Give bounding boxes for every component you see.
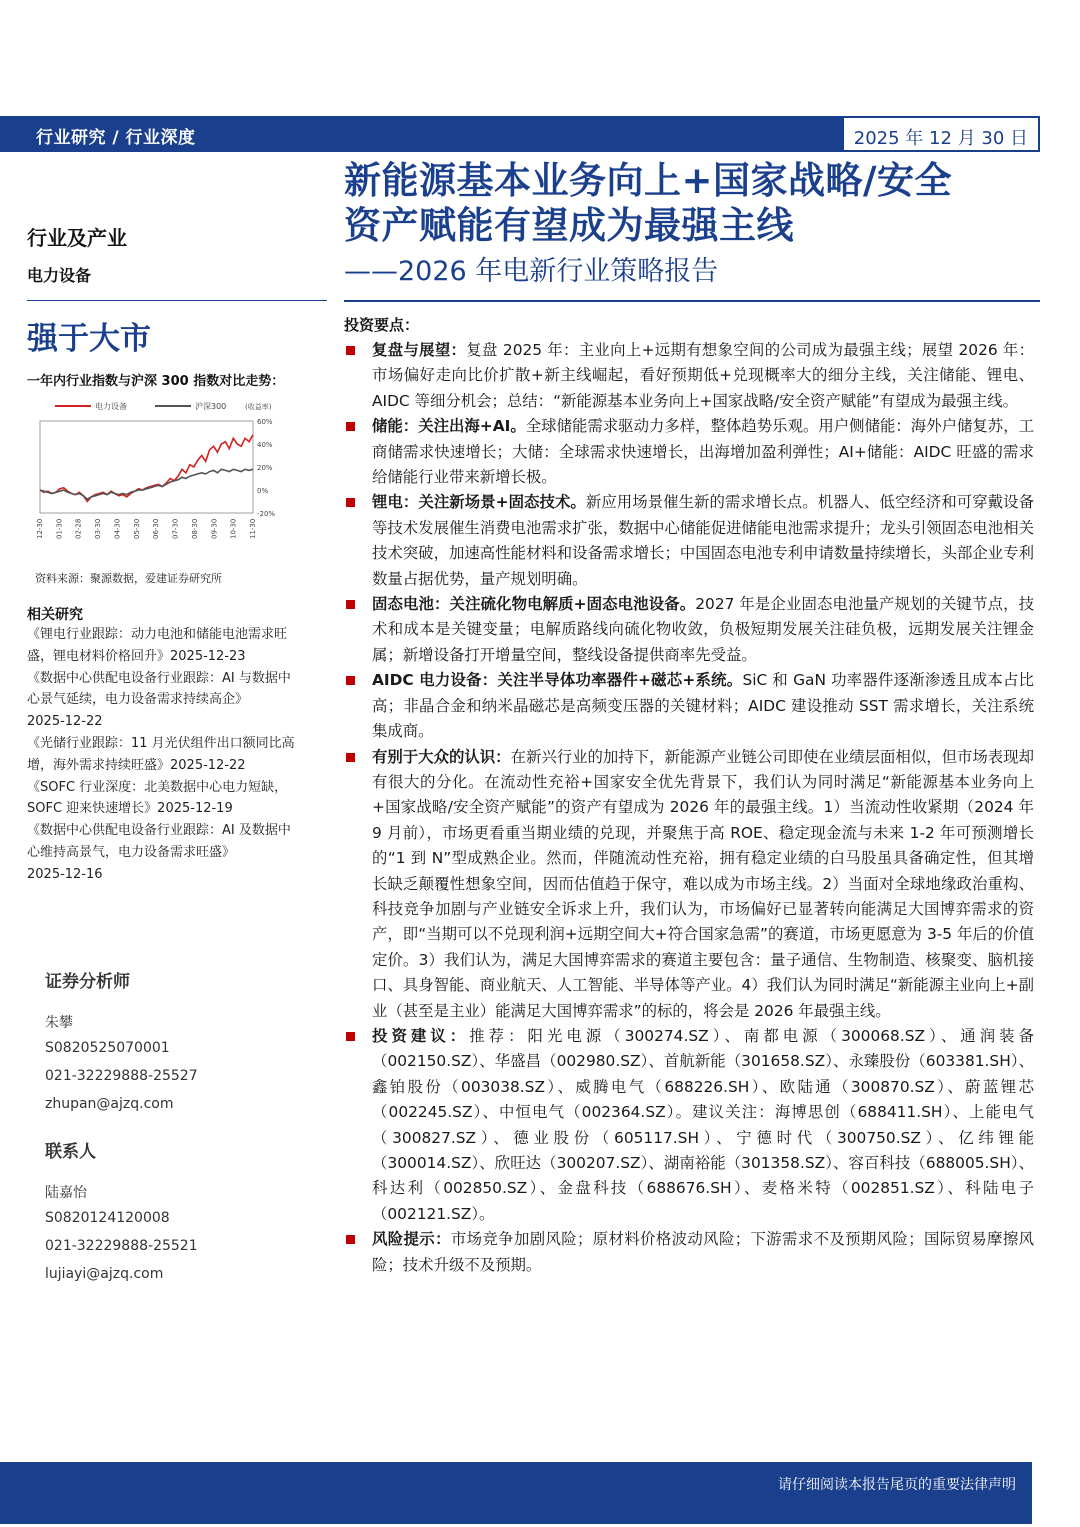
key-points-label: 投资要点： <box>344 316 420 334</box>
key-point-lead: 固态电池：关注硫化物电解质+固态电池设备。 <box>372 595 696 614</box>
legend-suffix: (收益率) <box>245 403 272 411</box>
key-points <box>344 338 1034 1278</box>
key-point-lead: 复盘与展望： <box>372 341 467 359</box>
related-research-line: 盛，锂电材料价格回升》2025-12-23 <box>27 648 246 664</box>
industry-category: 行业及产业 <box>27 226 127 250</box>
key-point-lead: 投资建议： <box>372 1026 470 1045</box>
plot-frame <box>40 421 253 513</box>
contact-heading: 联系人 <box>45 1142 96 1162</box>
square-bullet-icon <box>346 676 355 685</box>
report-subtitle: ——2026 年电新行业策略报告 <box>344 256 719 287</box>
contact-email[interactable]: lujiayi@ajzq.com <box>45 1266 164 1282</box>
key-point-text: SiC 和 GaN 功率器件逐渐渗透且成本占比高；非晶合金和纳米晶磁芯是高频变压器的关键材料；AIDC 建设推动 SST 需求增长，关注系统集成商。 <box>372 671 1034 741</box>
key-point <box>344 745 1034 1024</box>
industry-subcategory: 电力设备 <box>27 266 92 285</box>
square-bullet-icon <box>346 422 355 431</box>
title-divider <box>344 300 1040 302</box>
y-tick-label: 60% <box>257 418 273 426</box>
x-tick-label: 11-30 <box>249 518 257 539</box>
x-tick-label: 05-30 <box>132 518 141 539</box>
key-point-text: 在新兴行业的加持下，新能源产业链公司即使在业绩层面相似，但市场表现却有很大的分化。在流动性充裕+国家安全优先背景下，我们认为同时满足“新能源基本业务向上+国家战略/安全资产赋能”的资产有望成为 2026 年的最强主线。1）当流动性收紧期（2024 年 9 月前），市场更看重当期业绩的兑现，并聚焦于高 ROE、稳定现金流与未来 1-2 年可预测增长的“1 到 N”型成熟企业。然而，伴随流动性充裕，拥有稳定业绩的白马股虽具备确定性，但其增长缺乏颠覆性想象空间，因而估值趋于保守，难以成为市场主线。2）当面对全球地缘政治重构、科技竞争加剧与产业链安全诉求上升，我们认为，市场偏好已显著转向能满足大国博弈需求的资产，即“当期可以不兑现利润+远期空间大+符合国家急需”的赛道，市场更愿意为 3-5 年后的价值定价。3）我们认为，满足大国博弈需求的赛道主要包含：量子通信、生物制造、核聚变、脑机接口、具身智能、商业航天、人工智能、半导体等产业。4）我们认为同时满足“新能源主业向上+副业（甚至是主业）能满足大国博弈需求”的标的，将会是 2026 年最强主线。 <box>372 747 1034 1020</box>
x-tick-label: 10-30 <box>229 518 238 539</box>
index-chart <box>27 393 317 571</box>
analyst-phone: 021-32229888-25527 <box>45 1068 198 1084</box>
contact-phone: 021-32229888-25521 <box>45 1238 198 1254</box>
key-point-lead: 储能：关注出海+AI。 <box>372 417 526 436</box>
related-research-line: 《光储行业跟踪：11 月光伏组件出口额同比高 <box>27 735 295 751</box>
series-line <box>40 469 253 499</box>
square-bullet-icon <box>346 498 355 507</box>
square-bullet-icon <box>346 600 355 609</box>
y-tick-label: 20% <box>257 464 273 472</box>
key-point-text: 推荐：阳光电源（300274.SZ）、南都电源（300068.SZ）、通润装备（002150.SZ）、华盛昌（002980.SZ）、首航新能（301658.SZ）、永臻股份（603381.SH）、鑫铂股份（003038.SZ）、威腾电气（688226.SH）、欧陆通（300870.SZ）、蔚蓝锂芯（002245.SZ）、中恒电气（002364.SZ）。建议关注：海博思创（688411.SH）、上能电气（300827.SZ）、德业股份（605117.SH）、宁德时代（300750.SZ）、亿纬锂能（300014.SZ）、欣旺达（300207.SZ）、湖南裕能（301358.SZ）、容百科技（688005.SH）、科达利（002850.SZ）、金盘科技（688676.SH）、麦格米特（002851.SZ）、科陆电子（002121.SZ）。 <box>372 1026 1034 1223</box>
related-research-line: 《SOFC 行业深度：北美数据中心电力短缺， <box>27 779 288 795</box>
x-tick-label: 03-30 <box>94 518 103 539</box>
contact-name: 陆嘉怡 <box>45 1185 87 1201</box>
related-research-line: 2025-12-16 <box>27 866 103 882</box>
contact-license: S0820124120008 <box>45 1210 170 1226</box>
key-point-lead: AIDC 电力设备：关注半导体功率器件+磁芯+系统。 <box>372 671 743 690</box>
chart-title: 一年内行业指数与沪深 300 指数对比走势： <box>27 374 285 389</box>
x-tick-label: 07-30 <box>171 518 180 539</box>
breadcrumb: 行业研究 / 行业深度 <box>36 128 196 148</box>
key-point-text: 市场竞争加剧风险；原材料价格波动风险；下游需求不及预期风险；国际贸易摩擦风险；技术升级不及预期。 <box>372 1230 1034 1274</box>
key-point-text: 2027 年是企业固态电池量产规划的关键节点，技术和成本是关键变量；电解质路线向硫化物收敛，负极短期发展关注硅负极，远期发展关注锂金属；新增设备打开增量空间，整线设备提供商率先受益。 <box>372 595 1034 664</box>
key-point <box>344 1227 1034 1278</box>
index-chart-svg <box>27 393 317 571</box>
key-point-lead: 有别于大众的认识： <box>372 747 511 766</box>
related-research-line: 《锂电行业跟踪：动力电池和储能电池需求旺 <box>27 627 288 642</box>
related-research-line: 增，海外需求持续旺盛》2025-12-22 <box>27 757 246 773</box>
rating: 强于大市 <box>27 321 151 357</box>
key-point-text: 复盘 2025 年：主业向上+远期有想象空间的公司成为最强主线；展望 2026 年：市场偏好走向比价扩散+新主线崛起，看好预期低+兑现概率大的细分主线，关注储能、锂电、AIDC 等细分机会；总结：“新能源基本业务向上+国家战略/安全资产赋能”有望成为最强主线。 <box>372 341 1034 410</box>
related-research-line: SOFC 迎来快速增长》2025-12-19 <box>27 801 233 817</box>
analyst-email[interactable]: zhupan@ajzq.com <box>45 1096 174 1112</box>
report-date: 2025 年 12 月 30 日 <box>853 128 1028 149</box>
title-line-1: 新能源基本业务向上+国家战略/安全 <box>344 159 953 202</box>
x-tick-label: 06-30 <box>152 518 161 539</box>
y-tick-label: 0% <box>257 487 269 495</box>
related-research-line: 《数据中心供配电设备行业跟踪：AI 与数据中 <box>27 670 291 686</box>
key-point-text: 全球储能需求驱动力多样，整体趋势乐观。用户侧储能：海外户储复苏，工商储需求快速增长；大储：全球需求快速增长，出海增加盈利弹性；AI+储能：AIDC 旺盛的需求给储能行业带来新增长极。 <box>372 417 1034 487</box>
chart-source: 资料来源：聚源数据，爱建证券研究所 <box>35 572 222 585</box>
analyst-name: 朱攀 <box>45 1015 73 1031</box>
key-point-text: 新应用场景催生新的需求增长点。机器人、低空经济和可穿戴设备等技术发展催生消费电池需求扩张，数据中心储能促进储能电池需求提升；龙头引领固态电池相关技术突破，加速高性能材料和设备需求增长；中国固态电池专利申请数量持续增长，头部企业专利数量占据优势，量产规划明确。 <box>372 493 1034 588</box>
analyst-license: S0820525070001 <box>45 1040 170 1056</box>
series-line <box>40 435 253 502</box>
x-tick-label: 01-30 <box>55 518 64 539</box>
square-bullet-icon <box>346 753 355 762</box>
date-box <box>844 116 1040 152</box>
related-research-line: 2025-12-22 <box>27 714 103 730</box>
footer-bar <box>0 1462 1032 1524</box>
x-tick-label: 02-28 <box>74 518 83 539</box>
key-point-lead: 风险提示： <box>372 1230 451 1249</box>
title-line-2: 资产赋能有望成为最强主线 <box>344 204 794 247</box>
header-bar <box>0 116 1040 152</box>
key-point <box>344 338 1034 414</box>
analyst-heading: 证券分析师 <box>45 972 130 992</box>
key-point <box>344 592 1034 668</box>
square-bullet-icon <box>346 1032 355 1041</box>
x-tick-label: 08-30 <box>190 518 199 539</box>
x-tick-label: 04-30 <box>113 518 122 539</box>
key-point <box>344 668 1034 744</box>
key-point <box>344 414 1034 490</box>
square-bullet-icon <box>346 1235 355 1244</box>
sidebar-divider <box>27 300 327 301</box>
x-tick-label: 09-30 <box>210 518 219 539</box>
related-research-line: 心景气延续，电力设备需求持续高企》 <box>27 692 249 708</box>
legend-label: 电力设备 <box>95 402 127 411</box>
y-tick-label: 40% <box>257 441 273 449</box>
report-title <box>344 158 1044 248</box>
key-point <box>344 490 1034 592</box>
related-research-list <box>27 624 317 886</box>
legend-label: 沪深300 <box>195 402 227 411</box>
related-research-line: 心维持高景气，电力设备需求旺盛》 <box>27 844 236 860</box>
x-tick-label: 12-30 <box>36 518 44 539</box>
related-research-line: 《数据中心供配电设备行业跟踪：AI 及数据中 <box>27 823 291 839</box>
legal-notice: 请仔细阅读本报告尾页的重要法律声明 <box>778 1477 1016 1493</box>
y-tick-label: -20% <box>257 510 276 518</box>
related-research-heading: 相关研究 <box>27 607 83 623</box>
square-bullet-icon <box>346 346 355 355</box>
key-point-lead: 锂电：关注新场景+固态技术。 <box>372 493 586 512</box>
key-point <box>344 1024 1034 1227</box>
